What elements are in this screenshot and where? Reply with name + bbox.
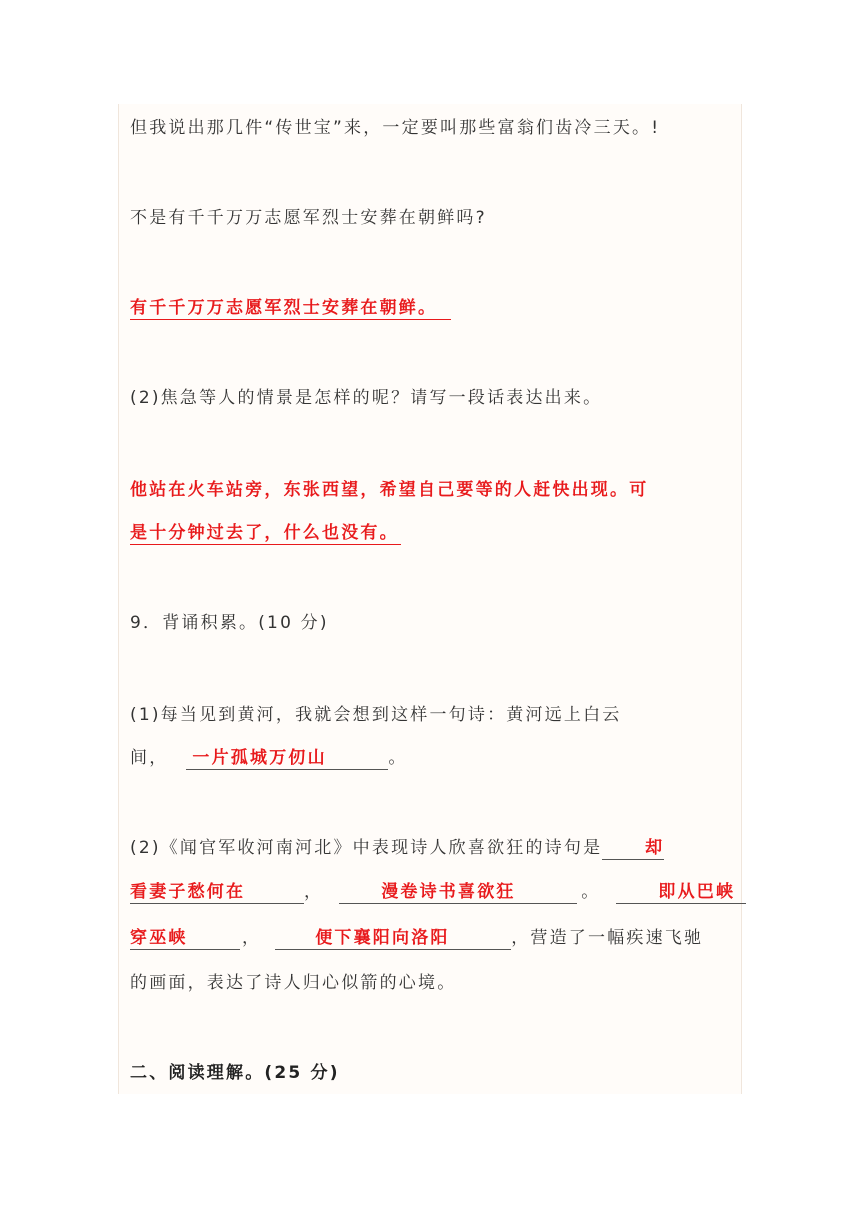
text-prefix: 间， [130, 748, 169, 768]
answer-line [130, 521, 401, 545]
text-suffix: 。 [388, 748, 408, 768]
blank-answer: 便下襄阳向洛阳 [275, 927, 511, 950]
fill-line [130, 926, 703, 950]
answer-text: 是十分钟过去了，什么也没有。 [130, 523, 399, 543]
text-line: 的画面，表达了诗人归心似箭的心境。 [130, 973, 457, 993]
blank-answer: 漫卷诗书喜欲狂 [339, 881, 577, 904]
fill-line [130, 836, 664, 860]
punctuation: ， [242, 928, 262, 948]
fill-line [130, 880, 746, 904]
text-line: 但我说出那几件“传世宝”来，一定要叫那些富翁们齿冷三天。! [130, 118, 661, 138]
question-line: 不是有千千万万志愿军烈士安葬在朝鲜吗? [130, 208, 487, 228]
fill-line [130, 746, 408, 770]
blank-answer: 即从巴峡 [616, 881, 746, 904]
answer-line: 他站在火车站旁，东张西望，希望自己要等的人赶快出现。可 [130, 480, 649, 500]
text-suffix: ，营造了一幅疾速飞驰 [511, 928, 704, 948]
section-heading: 9．背诵积累。(10 分) [130, 613, 329, 633]
section-title: 二、阅读理解。(25 分) [130, 1063, 340, 1083]
question-line: (2)焦急等人的情景是怎样的呢？请写一段话表达出来。 [130, 388, 603, 408]
blank-answer: 却 [602, 837, 664, 860]
question-text: (2)《闻官军收河南河北》中表现诗人欣喜欲狂的诗句是 [130, 838, 603, 858]
blank-answer: 一片孤城万仞山 [186, 747, 388, 770]
blank-answer: 穿巫峡 [130, 927, 240, 950]
punctuation: ， [304, 882, 324, 902]
answer-line [130, 296, 451, 320]
punctuation: 。 [581, 882, 601, 902]
question-line: (1)每当见到黄河，我就会想到这样一句诗：黄河远上白云 [130, 705, 622, 725]
blank-answer: 看妻子愁何在 [130, 881, 304, 904]
answer-text: 有千千万万志愿军烈士安葬在朝鲜。 [130, 297, 451, 320]
